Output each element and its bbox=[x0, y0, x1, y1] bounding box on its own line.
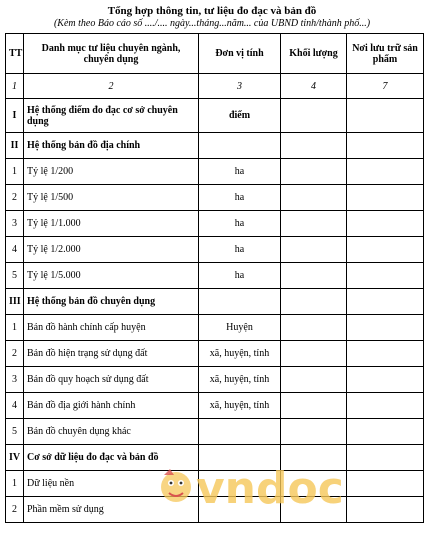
cell-volume bbox=[281, 419, 347, 445]
header-tt: TT bbox=[6, 34, 24, 74]
cell-storage bbox=[347, 367, 424, 393]
cell-tt: II bbox=[6, 133, 24, 159]
cell-tt: IV bbox=[6, 445, 24, 471]
cell-tt: 1 bbox=[6, 471, 24, 497]
cell-name: Phần mềm sử dụng bbox=[24, 497, 199, 523]
table-row bbox=[6, 341, 424, 367]
cell-name: Hệ thống điểm đo đạc cơ sở chuyên dụng bbox=[24, 99, 199, 133]
cell-volume bbox=[281, 263, 347, 289]
document-title: Tổng hợp thông tin, tư liệu đo đạc và bản đồ bbox=[107, 5, 317, 17]
cell-volume bbox=[281, 315, 347, 341]
cell-volume bbox=[281, 393, 347, 419]
table-row bbox=[6, 185, 424, 211]
cell-storage bbox=[347, 211, 424, 237]
cell-storage bbox=[347, 315, 424, 341]
cell-tt: 2 bbox=[6, 497, 24, 523]
index-storage: 7 bbox=[347, 74, 424, 99]
cell-tt: 1 bbox=[6, 315, 24, 341]
cell-name: Tỷ lệ 1/500 bbox=[24, 185, 199, 211]
cell-volume bbox=[281, 159, 347, 185]
cell-unit: ha bbox=[199, 185, 281, 211]
cell-storage bbox=[347, 99, 424, 133]
cell-tt: 4 bbox=[6, 237, 24, 263]
cell-tt: 5 bbox=[6, 263, 24, 289]
cell-name: Bản đồ hiện trạng sử dụng đất bbox=[24, 341, 199, 367]
cell-name: Cơ sở dữ liệu đo đạc và bản đồ bbox=[24, 445, 199, 471]
table-row bbox=[6, 211, 424, 237]
cell-unit: điểm bbox=[199, 99, 281, 133]
column-index-row bbox=[6, 74, 424, 99]
cell-tt: III bbox=[6, 289, 24, 315]
cell-name: Bản đồ chuyên dụng khác bbox=[24, 419, 199, 445]
cell-volume bbox=[281, 185, 347, 211]
cell-volume bbox=[281, 211, 347, 237]
cell-storage bbox=[347, 419, 424, 445]
index-unit: 3 bbox=[199, 74, 281, 99]
cell-tt: 4 bbox=[6, 393, 24, 419]
cell-unit: xã, huyện, tỉnh bbox=[199, 341, 281, 367]
cell-unit: ha bbox=[199, 211, 281, 237]
cell-name: Dữ liệu nền bbox=[24, 471, 199, 497]
watermark-logo bbox=[154, 455, 344, 515]
cell-tt: 5 bbox=[6, 419, 24, 445]
document-subtitle: (Kèm theo Báo cáo số ..../.... ngày...tháng...năm... của UBND tỉnh/thành phố...) bbox=[53, 18, 371, 29]
header-name: Danh mục tư liệu chuyên ngành, chuyên dụng bbox=[24, 34, 199, 74]
cell-unit: Huyện bbox=[199, 315, 281, 341]
cell-storage bbox=[347, 185, 424, 211]
cell-name: Tỷ lệ 1/5.000 bbox=[24, 263, 199, 289]
cell-tt: 2 bbox=[6, 341, 24, 367]
cell-tt: 2 bbox=[6, 185, 24, 211]
header-unit: Đơn vị tính bbox=[199, 34, 281, 74]
cell-storage bbox=[347, 289, 424, 315]
cell-unit bbox=[199, 133, 281, 159]
cell-volume bbox=[281, 133, 347, 159]
cell-unit: xã, huyện, tỉnh bbox=[199, 367, 281, 393]
cell-storage bbox=[347, 263, 424, 289]
table-row bbox=[6, 367, 424, 393]
cell-unit: ha bbox=[199, 159, 281, 185]
cell-tt: 3 bbox=[6, 367, 24, 393]
table-row bbox=[6, 237, 424, 263]
table-section-row bbox=[6, 99, 424, 133]
cell-storage bbox=[347, 237, 424, 263]
header-storage: Nơi lưu trữ sản phẩm bbox=[347, 34, 424, 74]
cell-tt: 1 bbox=[6, 159, 24, 185]
cell-volume bbox=[281, 237, 347, 263]
cell-name: Hệ thống bản đồ địa chính bbox=[24, 133, 199, 159]
cell-unit: ha bbox=[199, 263, 281, 289]
data-table bbox=[5, 33, 424, 523]
cell-volume bbox=[281, 341, 347, 367]
cell-unit: ha bbox=[199, 237, 281, 263]
cell-storage bbox=[347, 341, 424, 367]
cell-volume bbox=[281, 367, 347, 393]
table-header-row bbox=[6, 34, 424, 74]
cell-volume bbox=[281, 99, 347, 133]
cell-name: Bản đồ quy hoạch sử dụng đất bbox=[24, 367, 199, 393]
index-name: 2 bbox=[24, 74, 199, 99]
cell-name: Bản đồ hành chính cấp huyện bbox=[24, 315, 199, 341]
cell-unit: xã, huyện, tỉnh bbox=[199, 393, 281, 419]
mascot-icon bbox=[161, 469, 191, 502]
cell-name: Hệ thống bản đồ chuyên dụng bbox=[24, 289, 199, 315]
table-row bbox=[6, 315, 424, 341]
table-row bbox=[6, 393, 424, 419]
cell-storage bbox=[347, 497, 424, 523]
index-tt: 1 bbox=[6, 74, 24, 99]
cell-name: Tỷ lệ 1/1.000 bbox=[24, 211, 199, 237]
cell-volume bbox=[281, 289, 347, 315]
table-row bbox=[6, 159, 424, 185]
cell-unit bbox=[199, 419, 281, 445]
index-volume: 4 bbox=[281, 74, 347, 99]
cell-name: Tỷ lệ 1/2.000 bbox=[24, 237, 199, 263]
table-section-row bbox=[6, 133, 424, 159]
cell-tt: I bbox=[6, 99, 24, 133]
cell-tt: 3 bbox=[6, 211, 24, 237]
header-volume: Khối lượng bbox=[281, 34, 347, 74]
table-row bbox=[6, 419, 424, 445]
table-row bbox=[6, 263, 424, 289]
cell-storage bbox=[347, 471, 424, 497]
cell-name: Bản đồ địa giới hành chính bbox=[24, 393, 199, 419]
table-section-row bbox=[6, 289, 424, 315]
cell-name: Tỷ lệ 1/200 bbox=[24, 159, 199, 185]
cell-unit bbox=[199, 289, 281, 315]
cell-storage bbox=[347, 445, 424, 471]
cell-storage bbox=[347, 159, 424, 185]
watermark-text: vndoc bbox=[196, 463, 344, 514]
cell-storage bbox=[347, 393, 424, 419]
cell-storage bbox=[347, 133, 424, 159]
